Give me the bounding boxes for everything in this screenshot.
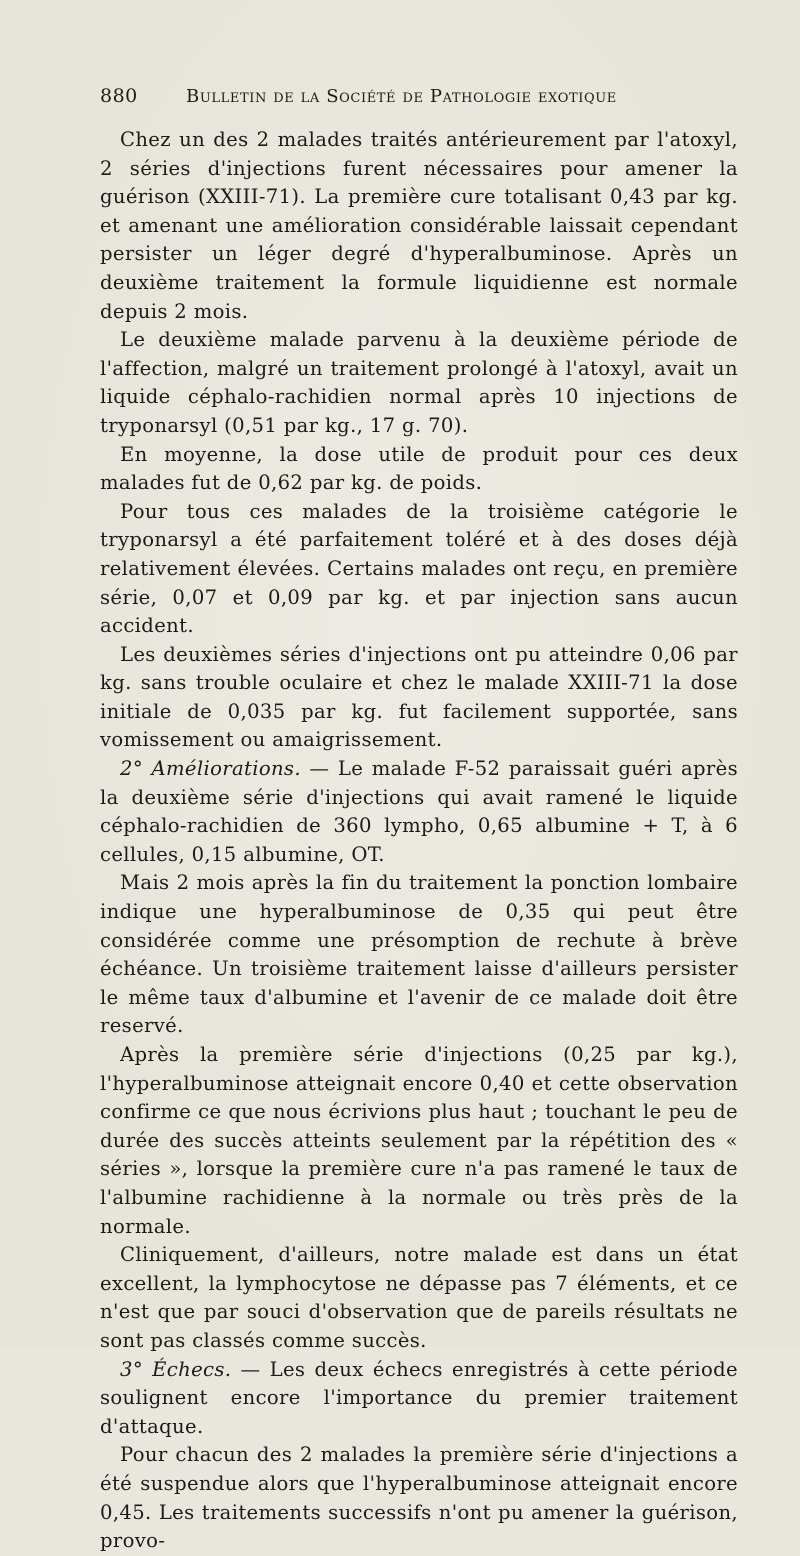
paragraph-text: — Les deux échecs enregistrés à cette période soulignent encore l'importance du premier traitement d'attaque. — [100, 1357, 738, 1438]
paragraph-text: Le deuxième malade parvenu à la deuxième période de l'affection, malgré un traitement prolongé à l'atoxyl, avait un liquide céphalo-rachidien normal après 10 injections de tryponarsyl (0,51 par kg., 17 g. 70). — [100, 328, 738, 437]
paragraph — [100, 755, 738, 869]
running-title: Bulletin de la Société de Pathologie exotique — [186, 86, 617, 107]
paragraph-text: Pour chacun des 2 malades la première série d'injections a été suspendue alors que l'hyperalbuminose atteignait encore 0,45. Les traitements successifs n'ont pu amener la guérison, provo- — [100, 1443, 738, 1553]
paragraph — [100, 1041, 738, 1241]
section-heading-echecs: 3° Échecs. — [120, 1357, 232, 1381]
paragraph-text: Après la première série d'injections (0,25 par kg.), l'hyperalbuminose atteignait encore 0,40 et cette observation confirme ce que nous écrivions plus haut ; touchant le peu de durée des succès atteints seulement par la répétition des « séries », lorsque la première cure n'a pas ramené le taux de l'albumine rachidienne à la normale ou très près de la normale. — [100, 1043, 738, 1238]
paragraph-text: Mais 2 mois après la fin du traitement la ponction lombaire indique une hyperalbuminose de 0,35 qui peut être considérée comme une présomption de rechute à brève échéance. Un troisième traitement laisse d'ailleurs persister le même taux d'albumine et l'avenir de ce malade doit être reservé. — [100, 871, 738, 1038]
paragraph — [100, 1356, 738, 1442]
paragraph-text: En moyenne, la dose utile de produit pour ces deux malades fut de 0,62 par kg. de poids. — [100, 442, 738, 495]
page-number: 880 — [100, 85, 138, 107]
paragraph — [100, 1441, 738, 1555]
paragraph — [100, 126, 738, 326]
paragraph — [100, 869, 738, 1041]
running-header — [100, 74, 738, 112]
paragraph — [100, 326, 738, 440]
section-heading-ameliorations: 2° Améliorations. — [120, 757, 301, 781]
paragraph-text: — Le malade F-52 paraissait guéri après la deuxième série d'injections qui avait ramené le liquide céphalo-rachidien de 360 lympho, 0,65 albumine + T, à 6 cellules, 0,15 albumine, OT. — [100, 757, 738, 866]
paragraph-text: Cliniquement, d'ailleurs, notre malade est dans un état excellent, la lymphocytose ne dépasse pas 7 éléments, et ce n'est que par souci d'observation que de pareils résultats ne sont pas classés comme succès. — [100, 1243, 738, 1352]
paragraph-text: Les deuxièmes séries d'injections ont pu atteindre 0,06 par kg. sans trouble oculaire et chez le malade XXIII-71 la dose initiale de 0,035 par kg. fut facilement supportée, sans vomissement ou amaigrissement. — [100, 642, 738, 752]
paragraph — [100, 1241, 738, 1355]
paragraph — [100, 498, 738, 641]
paragraph-text: Pour tous ces malades de la troisième catégorie le tryponarsyl a été parfaitement toléré et à des doses déjà relativement élevées. Certains malades ont reçu, en première série, 0,07 et 0,09 par kg. et par injection sans aucun accident. — [100, 499, 738, 638]
paragraph-text: Chez un des 2 malades traités antérieurement par l'atoxyl, 2 séries d'injections furent nécessaires pour amener la guérison (XXIII-71). La première cure totalisant 0,43 par kg. et amenant une amélioration considérable laissait cependant persister un léger degré d'hyperalbuminose. Après un deuxième traitement la formule liquidienne est normale depuis 2 mois. — [100, 128, 738, 323]
body-text — [100, 126, 738, 1556]
paragraph — [100, 441, 738, 498]
paragraph — [100, 641, 738, 755]
